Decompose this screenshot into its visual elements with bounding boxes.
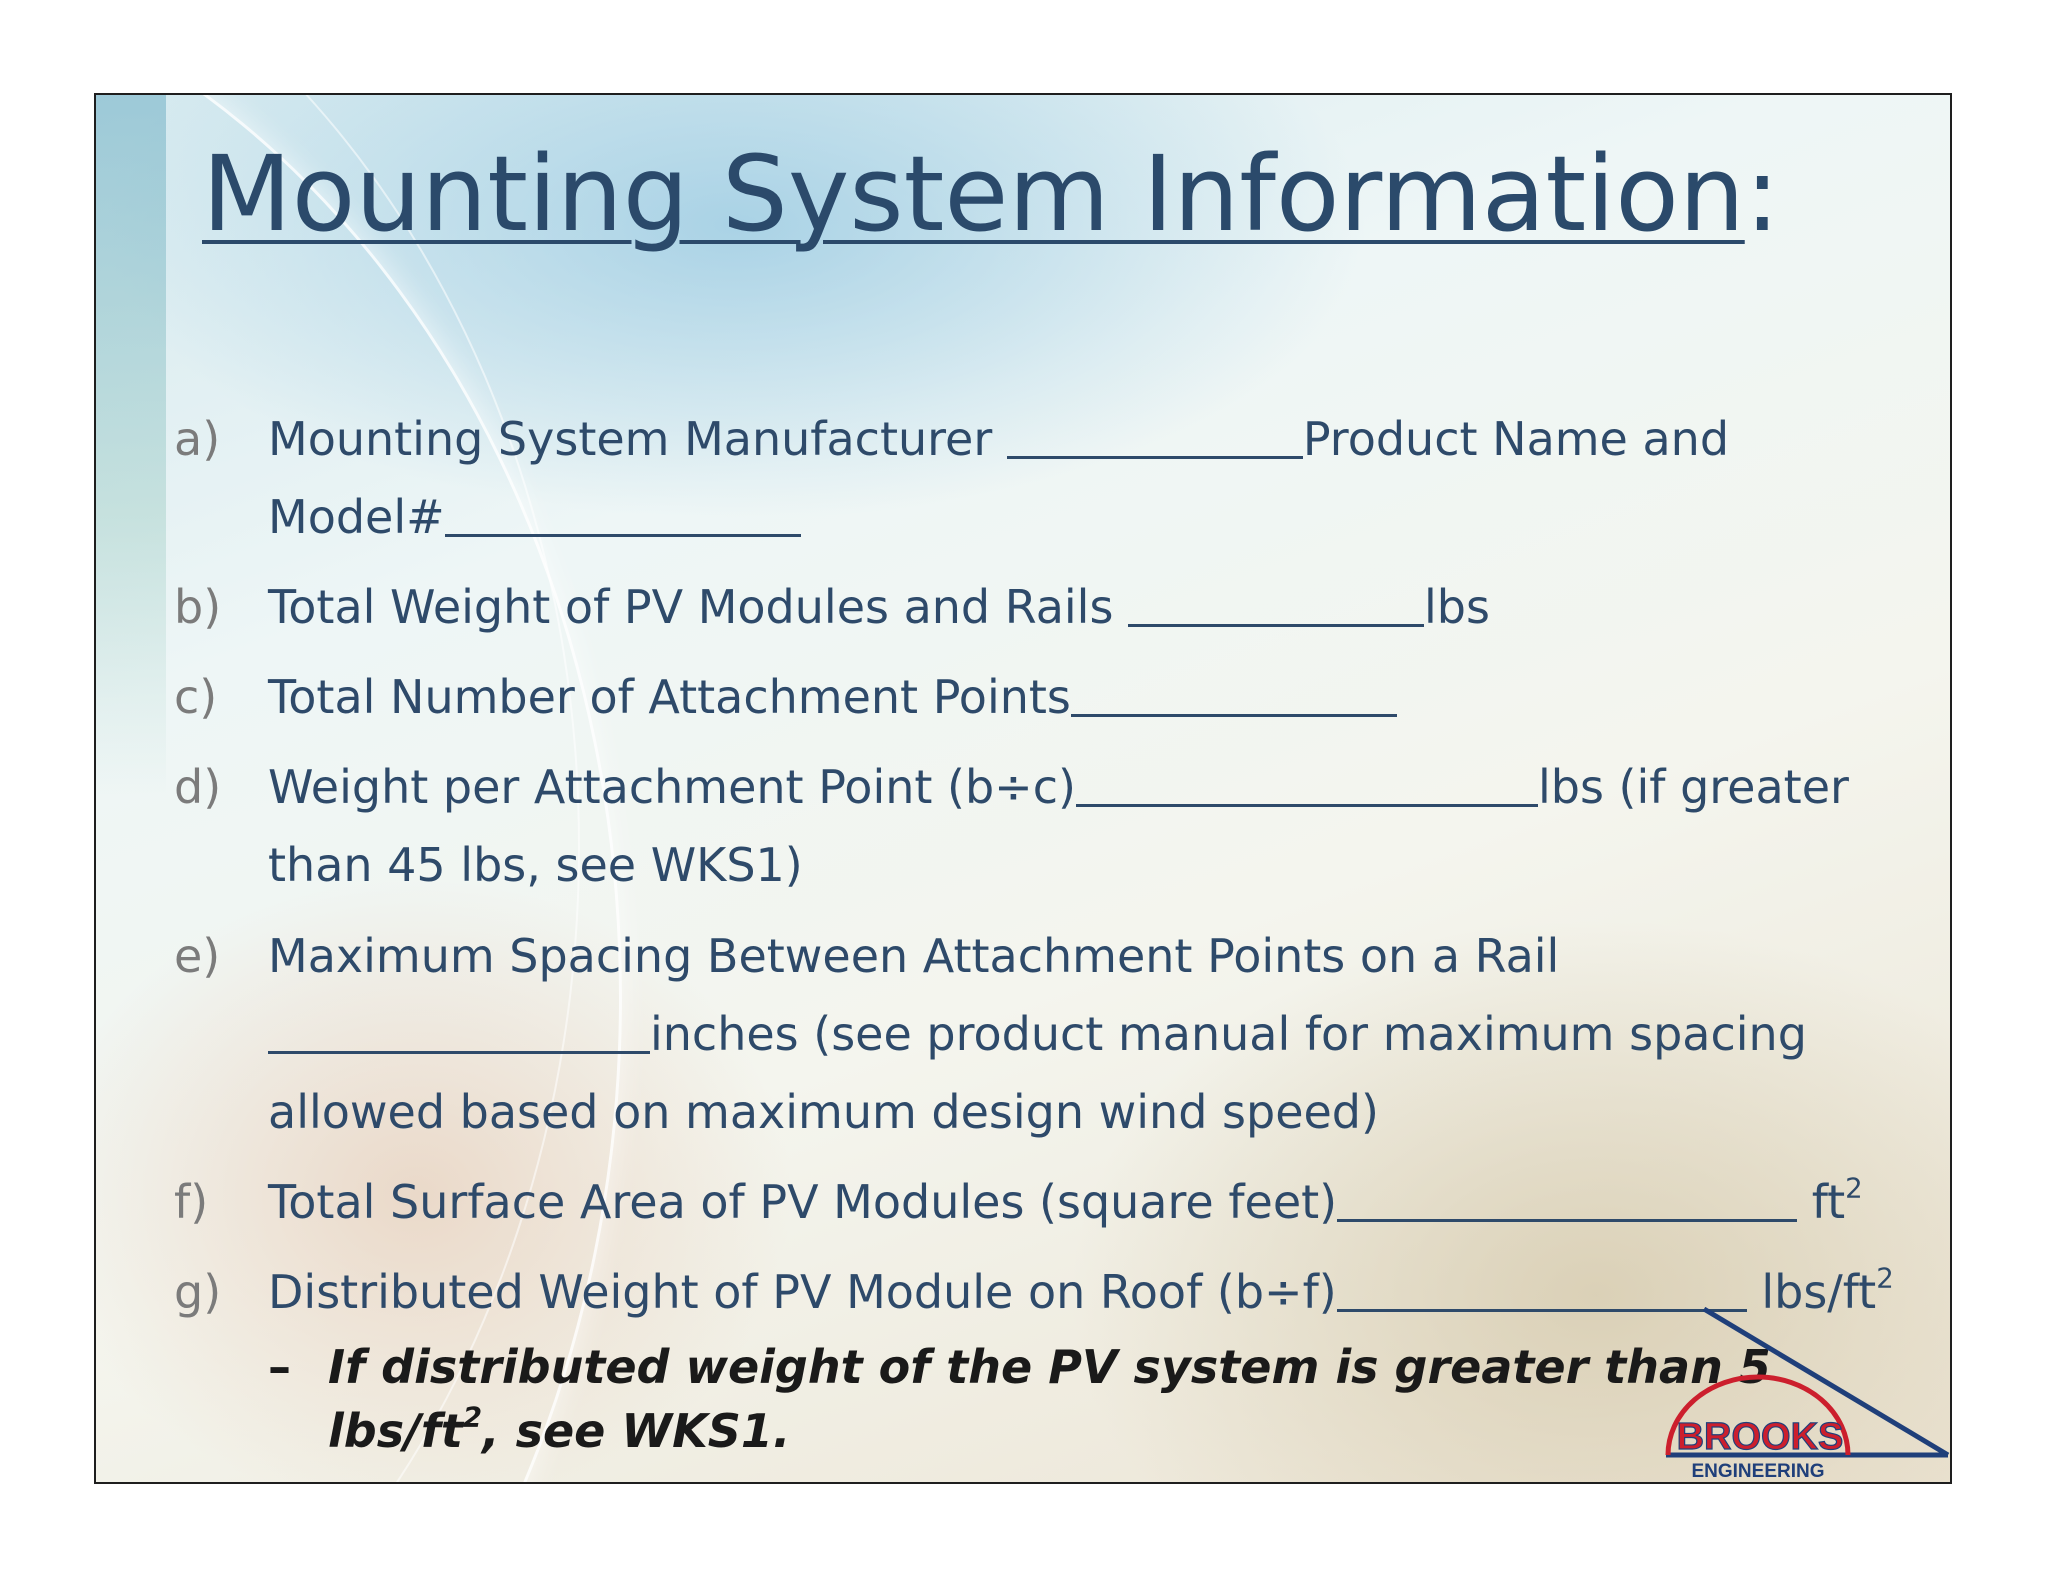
item-marker: f) <box>174 1175 209 1229</box>
item-text-line: Total Weight of PV Modules and Rails lbs <box>268 568 1928 646</box>
item-text-line: Distributed Weight of PV Module on Roof (b÷f) lbs/$ft^2$ <box>268 1261 1894 1319</box>
note-dash: – <box>268 1340 291 1394</box>
blank-distributed-weight[interactable] <box>1337 1263 1747 1312</box>
item-text-line: inches (see product manual for maximum spacing <box>268 995 1928 1073</box>
list-item-f <box>96 1163 1952 1241</box>
blank-max-spacing[interactable] <box>268 1005 650 1054</box>
blank-model[interactable] <box>445 488 801 537</box>
list-item-c <box>96 658 1952 736</box>
blank-total-weight[interactable] <box>1128 578 1424 627</box>
logo-sub: ENGINEERING <box>1691 1461 1825 1482</box>
item-text-line: allowed based on maximum design wind speed) <box>268 1085 1379 1139</box>
item-marker: g) <box>174 1265 222 1319</box>
blank-weight-per-point[interactable] <box>1076 758 1538 807</box>
list-item-a <box>96 400 1952 556</box>
item-text-line: Mounting System Manufacturer Product Name and <box>268 400 1928 478</box>
slide <box>94 93 1952 1484</box>
item-marker: b) <box>174 580 222 634</box>
item-marker: d) <box>174 760 222 814</box>
item-text-line: Weight per Attachment Point (b÷c) lbs (if greater <box>268 748 1928 826</box>
blank-attachment-points[interactable] <box>1071 668 1397 717</box>
item-marker: a) <box>174 412 221 466</box>
blank-surface-area[interactable] <box>1337 1173 1797 1222</box>
item-marker: c) <box>174 670 218 724</box>
slide-title: Mounting System Information: <box>202 133 1780 255</box>
item-text-line: Model# <box>268 478 1928 556</box>
brooks-engineering-logo <box>1656 1307 1952 1484</box>
item-marker: e) <box>174 929 221 983</box>
list-item-b <box>96 568 1952 646</box>
list-item-d <box>96 748 1952 904</box>
note-text: If distributed weight of the PV system is greater than 5 lbs/$ft^2$, see WKS1. <box>328 1340 1771 1458</box>
item-text-line: Maximum Spacing Between Attachment Points on a Rail <box>268 929 1560 983</box>
logo-name: BROOKS <box>1676 1416 1844 1458</box>
blank-manufacturer[interactable] <box>1007 410 1303 459</box>
list-item-e <box>96 917 1952 1151</box>
item-text-line: Total Surface Area of PV Modules (square feet) $ft^2$ <box>268 1171 1863 1229</box>
item-text-line: than 45 lbs, see WKS1) <box>268 838 803 892</box>
item-text-line: Total Number of Attachment Points <box>268 658 1928 736</box>
